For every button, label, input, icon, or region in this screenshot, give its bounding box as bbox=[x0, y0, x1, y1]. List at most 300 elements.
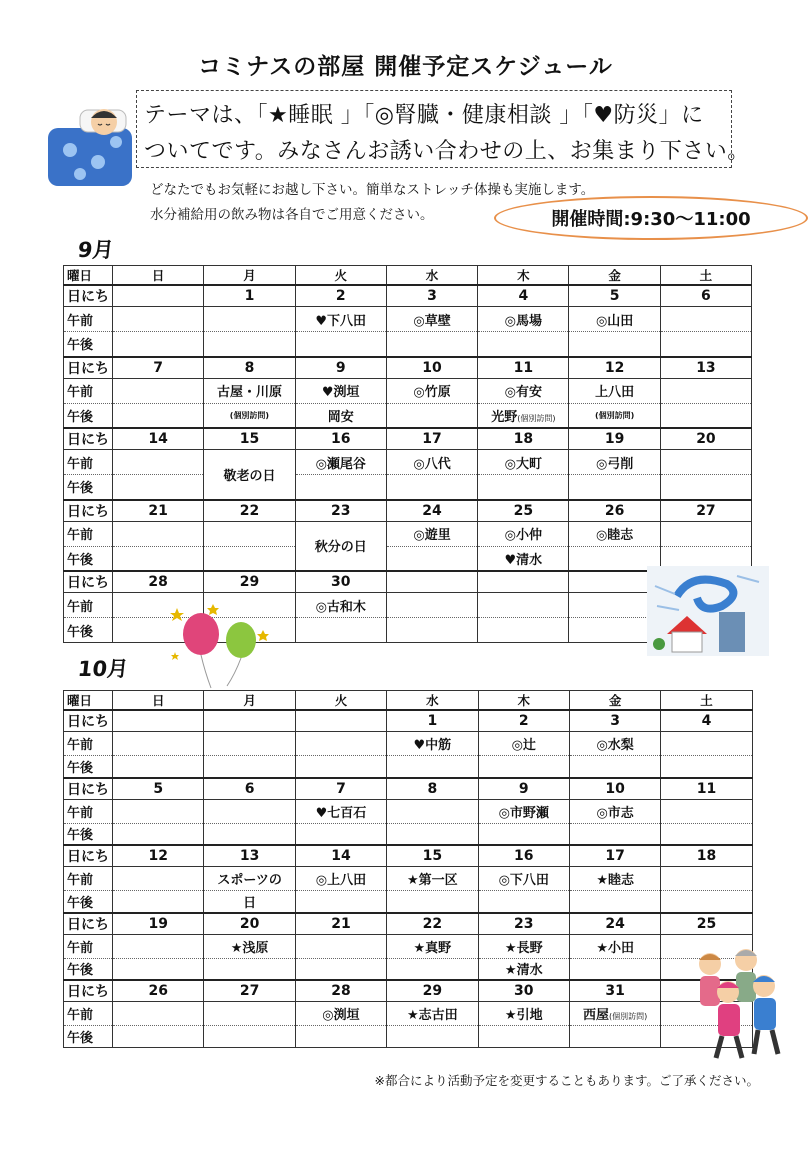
am-cell-text: ◎弓削 bbox=[595, 456, 634, 472]
am-label-text: 午前 bbox=[67, 313, 94, 329]
date-cell-text: 26 bbox=[604, 502, 625, 519]
date-cell-text: 23 bbox=[331, 502, 351, 519]
am-cell bbox=[295, 799, 386, 823]
date-cell bbox=[295, 428, 386, 450]
am-cell bbox=[386, 521, 477, 546]
am-cell bbox=[295, 307, 386, 332]
weekday-header bbox=[569, 266, 660, 286]
weekday-header-text: 火 bbox=[334, 693, 348, 708]
pm-label-text: 午後 bbox=[67, 828, 94, 844]
am-cell bbox=[569, 450, 660, 475]
pm-cell bbox=[387, 823, 478, 845]
weekday-header-text: 土 bbox=[700, 693, 713, 708]
am-cell bbox=[478, 450, 569, 475]
weekday-header-text: 月 bbox=[243, 693, 256, 708]
pm-cell bbox=[660, 332, 751, 357]
date-cell-text: 23 bbox=[514, 915, 534, 932]
am-cell-text: ★浅原 bbox=[230, 940, 269, 956]
date-cell bbox=[113, 913, 204, 935]
am-cell bbox=[386, 593, 477, 618]
pm-cell bbox=[204, 1026, 295, 1048]
am-cell-text: ★引地 bbox=[504, 1008, 543, 1023]
date-cell-text: 1 bbox=[427, 713, 438, 729]
am-label bbox=[64, 307, 113, 332]
date-cell bbox=[387, 913, 478, 935]
date-label bbox=[64, 357, 113, 379]
am-cell-text: ◎山田 bbox=[595, 313, 634, 329]
am-cell bbox=[295, 450, 386, 475]
am-cell bbox=[660, 307, 751, 332]
weekday-header bbox=[113, 266, 204, 286]
pm-cell bbox=[295, 618, 386, 643]
am-label bbox=[64, 1002, 113, 1026]
am-label bbox=[64, 450, 113, 475]
date-cell-text: 8 bbox=[244, 359, 255, 376]
date-cell bbox=[113, 571, 204, 593]
date-cell bbox=[661, 710, 752, 732]
pm-cell bbox=[478, 475, 569, 500]
am-cell bbox=[661, 732, 752, 756]
date-cell bbox=[661, 778, 752, 800]
date-cell-text: 27 bbox=[696, 502, 716, 519]
pm-label bbox=[64, 958, 113, 980]
am-cell-text: ◎下八田 bbox=[498, 873, 549, 888]
am-cell bbox=[204, 378, 295, 403]
am-cell bbox=[295, 593, 386, 618]
date-cell bbox=[387, 845, 478, 867]
am-label bbox=[64, 867, 113, 891]
date-cell-text: 10 bbox=[605, 780, 625, 797]
date-cell bbox=[295, 845, 386, 867]
balloons-icon bbox=[165, 602, 275, 692]
date-cell bbox=[295, 980, 386, 1002]
date-cell-text: 9 bbox=[518, 780, 529, 797]
date-label-text: 日にち bbox=[67, 781, 109, 798]
date-cell bbox=[204, 571, 295, 593]
pm-cell bbox=[569, 475, 660, 500]
date-cell bbox=[478, 428, 569, 450]
date-label-text: 日にち bbox=[67, 289, 109, 305]
date-cell-text: 30 bbox=[514, 983, 534, 999]
date-cell bbox=[569, 285, 660, 307]
date-cell bbox=[661, 913, 752, 935]
pm-label bbox=[64, 332, 113, 357]
pm-cell bbox=[113, 891, 204, 913]
am-cell bbox=[295, 732, 386, 756]
am-cell-text: ◎水梨 bbox=[596, 738, 634, 753]
pm-cell-text: 日 bbox=[243, 895, 257, 911]
am-cell bbox=[660, 521, 751, 546]
am-cell bbox=[204, 1002, 295, 1026]
date-cell bbox=[386, 571, 477, 593]
pm-cell-text: ♥清水 bbox=[504, 552, 543, 568]
date-cell bbox=[478, 357, 569, 379]
pm-cell bbox=[569, 332, 660, 357]
date-label bbox=[64, 285, 113, 307]
am-cell-text: ♥渕垣 bbox=[321, 385, 360, 400]
pm-cell bbox=[113, 1026, 204, 1048]
date-cell-text: 16 bbox=[514, 848, 534, 864]
am-cell bbox=[387, 1002, 478, 1026]
am-cell bbox=[204, 934, 295, 958]
visit-note: (個別訪問) bbox=[609, 1012, 648, 1021]
date-cell-text: 21 bbox=[331, 915, 351, 932]
date-label bbox=[64, 845, 113, 867]
am-cell bbox=[569, 307, 660, 332]
pm-cell bbox=[295, 823, 386, 845]
am-label-text: 午前 bbox=[67, 940, 94, 956]
date-cell-text: 22 bbox=[422, 915, 443, 932]
pm-cell-text: (個別訪問) bbox=[229, 410, 270, 420]
am-cell bbox=[387, 732, 478, 756]
am-cell bbox=[660, 378, 751, 403]
date-cell-text: 24 bbox=[605, 915, 625, 932]
am-cell bbox=[386, 378, 477, 403]
date-cell bbox=[569, 980, 660, 1002]
am-cell bbox=[569, 1002, 660, 1026]
date-cell-text: 20 bbox=[239, 915, 260, 932]
am-cell bbox=[204, 307, 295, 332]
date-cell-text: 12 bbox=[148, 848, 168, 864]
pm-cell bbox=[204, 332, 295, 357]
weekday-header-text: 日 bbox=[151, 268, 165, 283]
am-cell bbox=[295, 934, 386, 958]
pm-cell bbox=[478, 618, 569, 643]
date-cell bbox=[204, 980, 295, 1002]
date-cell-text: 4 bbox=[518, 288, 529, 304]
pm-cell bbox=[295, 475, 386, 500]
am-cell-text: ★志古田 bbox=[407, 1008, 458, 1023]
date-label bbox=[64, 500, 113, 522]
date-label-text: 日にち bbox=[67, 984, 109, 1000]
date-cell-text: 19 bbox=[148, 915, 168, 932]
pm-label-text: 午後 bbox=[67, 895, 94, 911]
am-cell-text: ♥中筋 bbox=[413, 738, 452, 753]
date-label bbox=[64, 778, 113, 800]
weekday-header bbox=[478, 266, 569, 286]
pm-cell bbox=[569, 1026, 660, 1048]
holiday-cell bbox=[295, 521, 386, 571]
am-cell bbox=[569, 799, 660, 823]
date-cell-text: 18 bbox=[696, 848, 717, 864]
date-cell-text: 15 bbox=[239, 431, 260, 447]
september-heading: 9月 bbox=[76, 238, 115, 262]
am-cell bbox=[478, 934, 569, 958]
pm-label bbox=[64, 475, 113, 500]
am-cell bbox=[478, 378, 569, 403]
date-cell bbox=[113, 428, 204, 450]
date-cell bbox=[660, 357, 751, 379]
am-cell bbox=[478, 307, 569, 332]
date-cell-text: 10 bbox=[422, 359, 442, 376]
weekday-label-text: 曜日 bbox=[67, 693, 93, 708]
date-cell-text: 7 bbox=[153, 359, 164, 376]
pm-label-text: 午後 bbox=[67, 409, 94, 425]
date-cell bbox=[569, 500, 660, 522]
am-label-text: 午前 bbox=[67, 873, 94, 888]
time-text: 開催時間:9:30〜11:00 bbox=[551, 209, 751, 230]
pm-label-text: 午後 bbox=[67, 552, 94, 568]
date-cell-text: 22 bbox=[239, 502, 260, 519]
date-cell-text: 31 bbox=[605, 983, 625, 999]
pm-cell bbox=[660, 403, 751, 428]
date-cell-text: 18 bbox=[513, 431, 534, 447]
date-cell bbox=[478, 980, 569, 1002]
date-cell bbox=[295, 357, 386, 379]
date-cell bbox=[660, 500, 751, 522]
am-cell-text: ◎上八田 bbox=[315, 873, 367, 888]
date-cell-text: 17 bbox=[605, 848, 625, 864]
pm-cell bbox=[204, 958, 295, 980]
date-cell-text: 2 bbox=[335, 288, 346, 304]
am-cell-text: 上八田 bbox=[595, 385, 635, 400]
am-cell-text: ◎小仲 bbox=[504, 528, 542, 543]
am-cell bbox=[204, 732, 295, 756]
pm-cell bbox=[113, 958, 204, 980]
pm-cell bbox=[478, 1026, 569, 1048]
date-cell-text: 7 bbox=[336, 780, 346, 797]
am-cell bbox=[478, 593, 569, 618]
pm-cell bbox=[386, 403, 477, 428]
date-cell-text: 28 bbox=[331, 983, 351, 999]
am-label-text: 午前 bbox=[67, 385, 94, 400]
weekday-header-text: 木 bbox=[517, 268, 530, 283]
holiday-cell bbox=[204, 450, 295, 500]
date-cell bbox=[295, 778, 386, 800]
date-cell bbox=[113, 710, 204, 732]
date-cell-text: 9 bbox=[335, 359, 346, 376]
date-cell-text: 8 bbox=[427, 780, 438, 797]
am-cell bbox=[113, 521, 204, 546]
pm-label-text: 午後 bbox=[67, 624, 94, 640]
pm-cell bbox=[204, 891, 295, 913]
pm-cell bbox=[386, 618, 477, 643]
am-cell-text: ★第一区 bbox=[407, 873, 458, 888]
date-cell-text: 29 bbox=[239, 574, 260, 590]
date-cell bbox=[386, 500, 477, 522]
weekday-header-text: 金 bbox=[608, 268, 621, 283]
am-cell-text: ◎市志 bbox=[596, 805, 634, 821]
pm-cell bbox=[661, 756, 752, 778]
date-cell-text: 26 bbox=[148, 983, 168, 999]
date-cell-text: 13 bbox=[696, 359, 716, 376]
date-label-text: 日にち bbox=[67, 432, 109, 448]
weekday-header bbox=[660, 266, 751, 286]
date-cell bbox=[204, 428, 295, 450]
date-cell-text: 14 bbox=[331, 848, 351, 864]
weekday-header-text: 水 bbox=[426, 693, 439, 708]
am-label-text: 午前 bbox=[67, 599, 94, 615]
am-cell-text: ♥下八田 bbox=[315, 313, 367, 329]
date-cell bbox=[113, 980, 204, 1002]
pm-label bbox=[64, 891, 113, 913]
date-cell bbox=[478, 845, 569, 867]
date-label bbox=[64, 980, 113, 1002]
date-label bbox=[64, 571, 113, 593]
date-cell-text: 30 bbox=[331, 574, 351, 590]
am-cell bbox=[113, 732, 204, 756]
weekday-header bbox=[204, 266, 295, 286]
date-cell bbox=[113, 285, 204, 307]
date-cell-text: 14 bbox=[148, 431, 168, 447]
pm-cell bbox=[113, 403, 204, 428]
date-cell-text: 4 bbox=[701, 713, 712, 729]
pm-label-text: 午後 bbox=[67, 1031, 94, 1046]
am-cell-text: ★睦志 bbox=[596, 873, 634, 888]
am-cell bbox=[113, 450, 204, 475]
sleeping-person-icon bbox=[40, 100, 140, 192]
pm-cell bbox=[204, 403, 295, 428]
weekday-header-text: 水 bbox=[425, 268, 439, 283]
am-cell-text: ★長野 bbox=[504, 940, 543, 956]
am-label-text: 午前 bbox=[67, 805, 94, 821]
weekday-header bbox=[204, 691, 295, 711]
theme-line-1: テーマは、「★睡眠 」「◎腎臓・健康相談 」「♥防災」に bbox=[144, 103, 704, 128]
visit-note: (個別訪問) bbox=[517, 413, 556, 423]
am-cell bbox=[478, 799, 569, 823]
pm-cell bbox=[113, 475, 204, 500]
am-cell bbox=[387, 934, 478, 958]
am-cell bbox=[204, 867, 295, 891]
pm-cell bbox=[478, 756, 569, 778]
am-cell bbox=[661, 867, 752, 891]
weekday-header-text: 日 bbox=[151, 693, 165, 708]
pm-cell bbox=[113, 756, 204, 778]
pm-label-text: 午後 bbox=[67, 481, 94, 497]
date-cell bbox=[295, 913, 386, 935]
am-cell bbox=[386, 450, 477, 475]
am-cell bbox=[113, 867, 204, 891]
weekday-header bbox=[113, 691, 204, 711]
october-calendar bbox=[63, 690, 753, 1048]
am-label-text: 午前 bbox=[67, 1008, 94, 1023]
am-cell bbox=[113, 799, 204, 823]
typhoon-icon bbox=[647, 566, 769, 656]
pm-cell bbox=[569, 756, 660, 778]
am-cell bbox=[569, 867, 660, 891]
pm-label-text: 午後 bbox=[67, 338, 94, 354]
pm-cell bbox=[386, 475, 477, 500]
date-cell-text: 16 bbox=[331, 431, 351, 447]
pm-label bbox=[64, 823, 113, 845]
weekday-header-text: 月 bbox=[243, 268, 256, 283]
pm-cell bbox=[478, 332, 569, 357]
am-label bbox=[64, 378, 113, 403]
pm-cell bbox=[387, 1026, 478, 1048]
pm-cell bbox=[478, 891, 569, 913]
pm-cell bbox=[386, 332, 477, 357]
date-cell bbox=[204, 913, 295, 935]
pm-label bbox=[64, 546, 113, 571]
date-cell bbox=[569, 778, 660, 800]
date-cell-text: 25 bbox=[696, 915, 717, 932]
date-cell bbox=[204, 357, 295, 379]
elderly-group-icon bbox=[688, 946, 788, 1062]
pm-cell bbox=[478, 958, 569, 980]
am-cell-text: ◎有安 bbox=[504, 385, 542, 400]
pm-cell bbox=[386, 546, 477, 571]
pm-cell bbox=[661, 891, 752, 913]
am-cell bbox=[113, 934, 204, 958]
am-cell-text: ◎睦志 bbox=[595, 528, 634, 543]
am-label bbox=[64, 593, 113, 618]
date-cell bbox=[387, 778, 478, 800]
am-cell bbox=[569, 934, 660, 958]
page-title: コミナスの部屋 開催予定スケジュール bbox=[198, 54, 613, 80]
date-cell bbox=[478, 778, 569, 800]
date-label bbox=[64, 913, 113, 935]
date-cell bbox=[478, 913, 569, 935]
date-cell-text: 15 bbox=[422, 848, 443, 864]
date-cell bbox=[387, 980, 478, 1002]
pm-cell bbox=[387, 958, 478, 980]
date-cell-text: 27 bbox=[239, 983, 260, 999]
date-cell-text: 13 bbox=[239, 848, 260, 864]
date-label bbox=[64, 428, 113, 450]
am-cell-text: ★小田 bbox=[596, 940, 634, 956]
date-cell bbox=[295, 500, 386, 522]
am-cell bbox=[387, 799, 478, 823]
weekday-header bbox=[387, 691, 478, 711]
am-cell-text: ◎渕垣 bbox=[322, 1008, 360, 1023]
am-cell-text: 西屋 bbox=[583, 1008, 610, 1023]
pm-cell bbox=[295, 891, 386, 913]
date-cell bbox=[386, 357, 477, 379]
am-cell bbox=[478, 867, 569, 891]
am-label-text: 午前 bbox=[67, 738, 94, 753]
date-cell bbox=[660, 428, 751, 450]
date-cell bbox=[113, 845, 204, 867]
am-cell-text: ◎大町 bbox=[504, 456, 542, 472]
pm-cell bbox=[204, 756, 295, 778]
am-cell-text: ◎古和木 bbox=[315, 599, 366, 615]
date-cell bbox=[386, 428, 477, 450]
date-cell bbox=[204, 500, 295, 522]
pm-cell bbox=[569, 823, 660, 845]
am-label bbox=[64, 934, 113, 958]
date-cell bbox=[387, 710, 478, 732]
date-cell bbox=[295, 571, 386, 593]
date-cell bbox=[204, 778, 295, 800]
am-cell-text: ◎草壁 bbox=[413, 313, 451, 329]
weekday-header-text: 土 bbox=[699, 268, 713, 283]
am-cell-text: ◎瀬尾谷 bbox=[315, 456, 366, 472]
weekday-header bbox=[295, 266, 386, 286]
date-cell-text: 17 bbox=[422, 431, 442, 447]
pm-cell bbox=[478, 403, 569, 428]
pm-cell-text: 岡安 bbox=[327, 409, 354, 425]
am-label-text: 午前 bbox=[67, 528, 94, 543]
am-cell-text: ◎辻 bbox=[511, 738, 536, 753]
pm-cell bbox=[295, 756, 386, 778]
pm-cell bbox=[113, 546, 204, 571]
note-line-1: どなたでもお気軽にお越し下さい。簡単なストレッチ体操も実施します。 bbox=[150, 182, 595, 198]
am-cell bbox=[113, 307, 204, 332]
date-label-text: 日にち bbox=[67, 575, 109, 591]
pm-cell bbox=[387, 756, 478, 778]
date-cell bbox=[113, 357, 204, 379]
pm-cell bbox=[478, 823, 569, 845]
date-label bbox=[64, 710, 113, 732]
am-cell bbox=[478, 1002, 569, 1026]
pm-cell bbox=[113, 332, 204, 357]
date-label-text: 日にち bbox=[67, 503, 109, 520]
date-cell bbox=[386, 285, 477, 307]
date-cell-text: 19 bbox=[604, 431, 625, 447]
date-cell-text: 5 bbox=[153, 780, 164, 797]
am-cell bbox=[113, 1002, 204, 1026]
date-cell-text: 3 bbox=[610, 713, 621, 729]
